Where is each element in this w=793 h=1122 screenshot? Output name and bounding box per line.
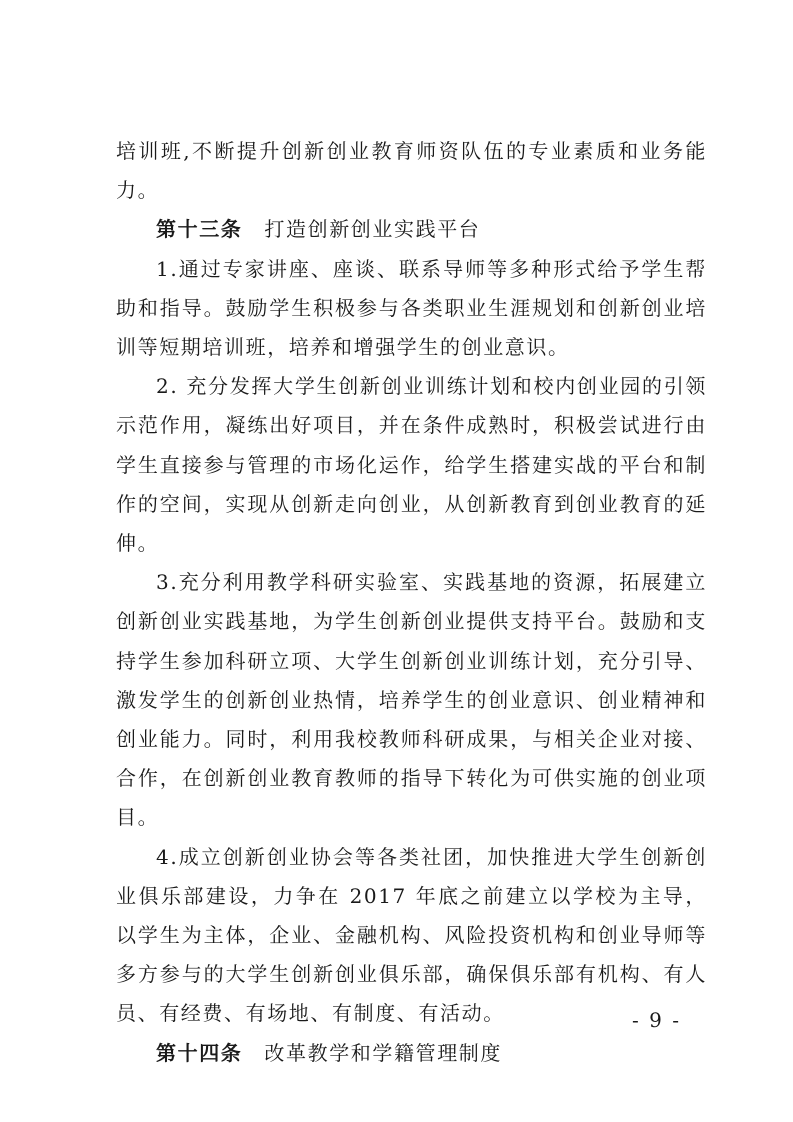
article-14-heading xyxy=(116,1034,707,1073)
item-3-paragraph: 3.充分利用教学科研实验室、实践基地的资源，拓展建立创新创业实践基地，为学生创新创业提供支持平台。鼓励和支持学生参加科研立项、大学生创新创业训练计划，充分引导、激发学生的创新创业热情，培养学生的创业意识、创业精神和创业能力。同时，利用我校教师科研成果，与相关企业对接、合作，在创新创业教育教师的指导下转化为可供实施的创业项目。 xyxy=(116,570,707,830)
article-14-title: 改革教学和学籍管理制度 xyxy=(264,1040,503,1065)
continuation-paragraph: 培训班,不断提升创新创业教育师资队伍的专业素质和业务能力。 xyxy=(116,139,707,203)
article-14-number: 第十四条 xyxy=(156,1040,243,1065)
document-body xyxy=(116,132,707,1073)
page-number: - 9 - xyxy=(632,1008,681,1032)
article-13-heading xyxy=(116,210,707,249)
article-13-number: 第十三条 xyxy=(156,217,243,242)
item-1-paragraph: 1.通过专家讲座、座谈、联系导师等多种形式给予学生帮助和指导。鼓励学生积极参与各类职业生涯规划和创新创业培训等短期培训班，培养和增强学生的创业意识。 xyxy=(116,256,707,360)
article-13-title: 打造创新创业实践平台 xyxy=(264,217,481,242)
item-2-paragraph: 2. 充分发挥大学生创新创业训练计划和校内创业园的引领示范作用，凝练出好项目，并在条件成熟时，积极尝试进行由学生直接参与管理的市场化运作，给学生搭建实战的平台和制作的空间，实现从创新走向创业，从创新教育到创业教育的延伸。 xyxy=(116,374,707,556)
item-4-paragraph: 4.成立创新创业协会等各类社团，加快推进大学生创新创业俱乐部建设，力争在 2017 年底之前建立以学校为主导，以学生为主体，企业、金融机构、风险投资机构和创业导师等多方参与的大学生创新创业俱乐部，确保俱乐部有机构、有人员、有经费、有场地、有制度、有活动。 xyxy=(116,844,707,1026)
